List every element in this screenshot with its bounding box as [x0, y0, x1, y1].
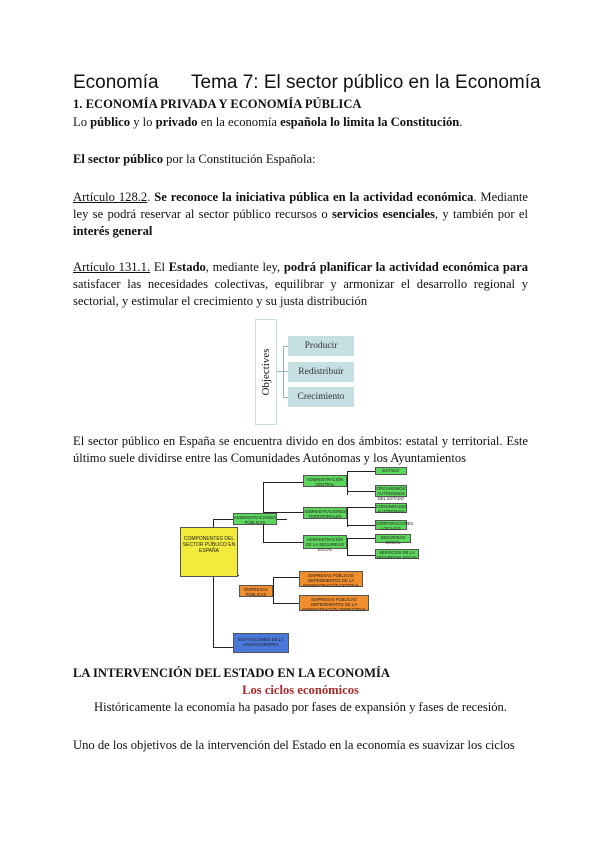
org-root-node: COMPONENTES DEL SECTOR PÚBLICO EN ESPAÑA	[180, 527, 238, 577]
bold-text: público	[90, 115, 131, 129]
text: , mediante ley,	[205, 260, 284, 274]
connector	[213, 647, 233, 648]
text: . Mediante ley se podrá reservar al sector público recursos o	[73, 190, 528, 221]
org-admin-node: ADMINISTRACIONES PÚBLICAS	[234, 515, 276, 525]
article-ref: Artículo 128.2	[73, 190, 148, 204]
connector	[347, 525, 375, 526]
objective-redistribuir: Redistribuir	[288, 362, 354, 382]
connector	[273, 603, 299, 604]
ciclos-paragraph: Históricamente la economía ha pasado por fases de expansión y fases de recesión.	[94, 700, 507, 714]
org-organismos-node: ORGANISMOS AUTÓNOMOS DEL ESTADO	[376, 486, 406, 501]
article-131-paragraph	[73, 259, 528, 310]
connector	[283, 346, 284, 398]
org-seg-social-node: SEGURIDAD SOCIAL	[375, 534, 411, 543]
bold-text: servicios esenciales	[331, 207, 435, 221]
article-128-paragraph	[73, 189, 528, 240]
objectives-label: Objectives	[260, 348, 272, 396]
section-heading-2: LA INTERVENCIÓN DEL ESTADO EN LA ECONOMÍA	[73, 666, 391, 680]
subject-title: Economía	[73, 72, 159, 93]
text: satisfacer las necesidades colectivas, equilibrar y armonizar el desarrollo regional y sectorial, y estimular el crecimiento y su justa distribución	[73, 277, 528, 308]
connector	[263, 482, 303, 483]
connector	[347, 491, 375, 492]
org-emp-central-node: EMPRESAS PÚBLICAS DEPENDIENTES DE LA ADMINISTRACIÓN CENTRAL	[299, 571, 363, 587]
connector	[277, 519, 287, 520]
bold-text: privado	[155, 115, 198, 129]
text: Lo	[73, 115, 91, 129]
text: .	[459, 115, 463, 129]
ambitos-paragraph: El sector público en España se encuentra divido en dos ámbitos: estatal y territorial. Este último suele dividirse entre las Comunidades Autónomas y los Ayuntamientos	[73, 434, 528, 465]
sector-publico-line	[73, 151, 528, 168]
org-territoriales-node: ADMINISTRACIONES TERRITORIALES	[304, 509, 346, 519]
connector	[347, 538, 375, 539]
org-instituciones-node: INSTITUCIONES DE LA UNIÓN EUROPEA	[233, 633, 289, 653]
org-estado-node: ESTADO	[375, 467, 407, 475]
article-ref: Artículo 131.1.	[73, 260, 151, 274]
org-ss-node: ADMINISTRACIÓN DE LA SEGURIDAD SOCIAL	[303, 535, 347, 549]
subheading-ciclos: Los ciclos económicos	[242, 683, 359, 697]
connector	[347, 538, 348, 556]
objetivos-paragraph: Uno de los objetivos de la intervención del Estado en la economía es suavizar los ciclos	[73, 738, 515, 752]
connector	[213, 519, 233, 520]
connector	[273, 577, 274, 603]
bold-text: Se reconoce la iniciativa pública en la actividad económica	[154, 190, 474, 204]
connector	[347, 507, 348, 527]
text: , y también por el	[434, 207, 528, 221]
org-central-node: ADMINISTRACIÓN CENTRAL	[303, 475, 347, 487]
org-chart	[175, 467, 430, 657]
page-title	[73, 72, 541, 94]
bold-text: El sector público	[73, 152, 164, 166]
text: y lo	[130, 115, 156, 129]
topic-title: Tema 7: El sector público en la Economía	[191, 72, 541, 93]
text: por la Constitución Española:	[163, 152, 316, 166]
bold-text: interés general	[73, 224, 153, 238]
connector	[347, 555, 375, 556]
org-corporaciones-node: CORPORACIONES LOCALES	[376, 521, 414, 531]
objective-producir: Producir	[288, 336, 354, 356]
text: El	[150, 260, 169, 274]
connector	[347, 471, 375, 472]
text: .	[147, 190, 155, 204]
bold-text: española lo limita la Constitución	[280, 115, 460, 129]
objectives-label-box	[255, 319, 277, 425]
intro-paragraph	[73, 114, 528, 131]
org-ccaa-node: COMUNIDADES AUTÓNOMAS	[376, 504, 408, 514]
org-emp-territorial-node: EMPRESAS PÚBLICAS DEPENDIENTES DE LA ADMINISTRACIÓN TERRITORIAL	[299, 595, 369, 611]
connector	[347, 507, 375, 508]
objective-crecimiento: Crecimiento	[288, 387, 354, 407]
objectives-diagram	[255, 319, 355, 425]
org-empresas-node: EMPRESAS PÚBLICAS	[239, 585, 273, 597]
text: en la economía	[197, 115, 281, 129]
connector	[263, 542, 303, 543]
connector	[273, 577, 299, 578]
section-heading-1: 1. ECONOMÍA PRIVADA Y ECONOMÍA PÚBLICA	[73, 97, 362, 111]
org-serv-seg-social-node: SERVICIOS DE LA SEGURIDAD SOCIAL	[376, 550, 418, 560]
bold-text: podrá planificar la actividad económica para	[283, 260, 529, 274]
bold-text: Estado	[168, 260, 206, 274]
